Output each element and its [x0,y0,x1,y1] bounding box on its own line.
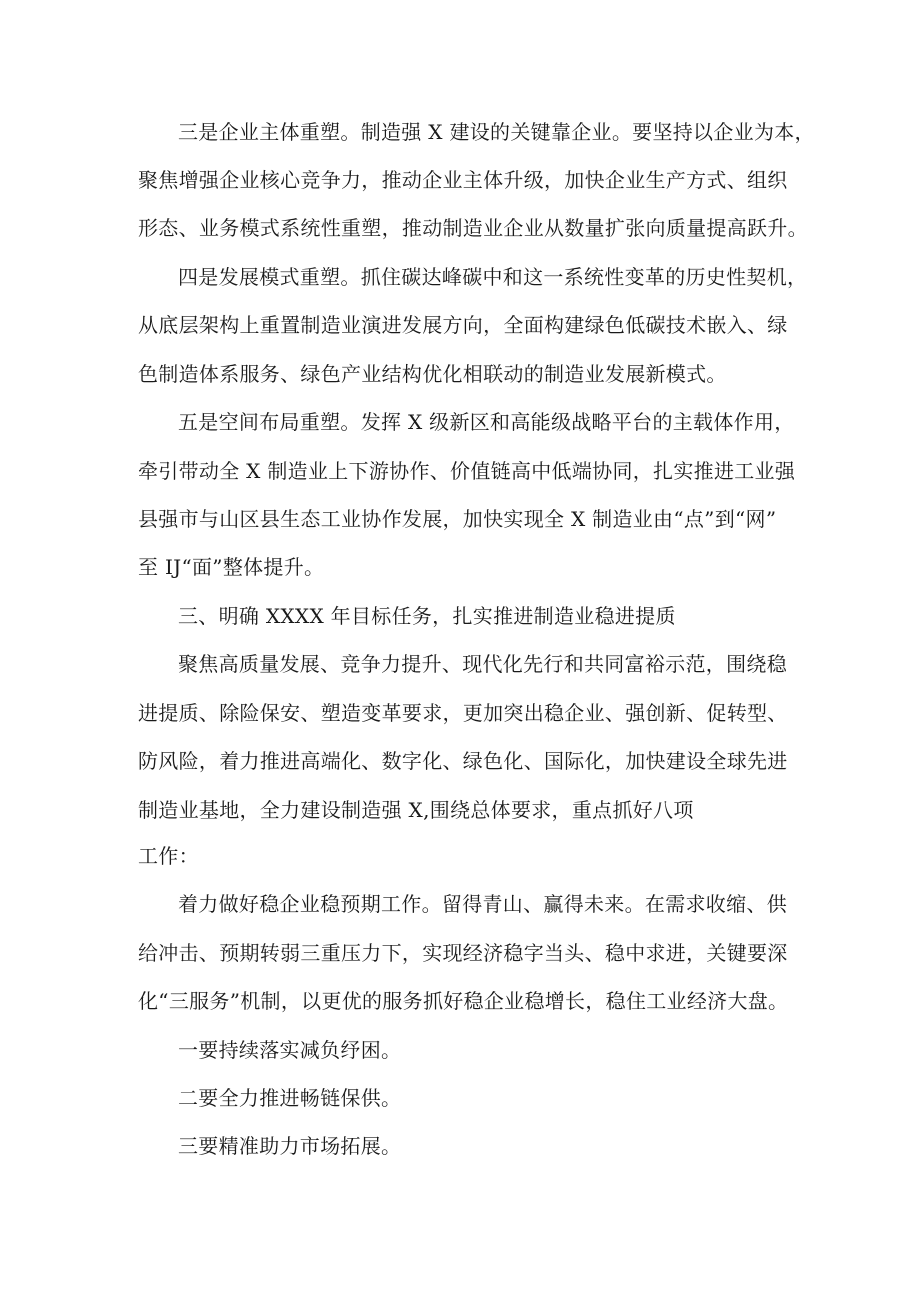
text-line: 至 IJ“面”整体提升。 [138,555,325,579]
section-heading: 三、明确 XXXX 年目标任务，扎实推进制造业稳进提质 [178,604,676,628]
text-line: 色制造体系服务、绿色产业结构优化相联动的制造业发展新模式。 [138,362,727,386]
paragraph-spatial-layout: 五是空间布局重塑。发挥 X 级新区和高能级战略平台的主载体作用， [178,410,795,434]
text-line: 进提质、除险保安、塑造变革要求，更加突出稳企业、强创新、促转型、 [138,701,788,725]
list-item: 一要持续落实减负纾困。 [178,1038,402,1062]
text-line: 形态、业务模式系统性重塑，推动制造业企业从数量扩张向质量提高跃升。 [138,216,808,240]
list-item: 三要精准助力市场拓展。 [178,1134,402,1158]
paragraph-stabilize: 着力做好稳企业稳预期工作。留得青山、赢得未来。在需求收缩、供 [178,892,787,916]
text-line: 制造业基地，全力建设制造强 X,围绕总体要求，重点抓好八项 [138,798,694,822]
paragraph-goals: 聚焦高质量发展、竞争力提升、现代化先行和共同富裕示范，围绕稳 [178,652,787,676]
text-line: 县强市与山区县生态工业协作发展，加快实现全 X 制造业由“点”到“网” [138,507,777,531]
list-item: 二要全力推进畅链保供。 [178,1086,402,1110]
text-line: 化“三服务”机制，以更优的服务抓好稳企业稳增长，稳住工业经济大盘。 [138,989,789,1013]
text-line: 防风险，着力推进高端化、数字化、绿色化、国际化，加快建设全球先进 [138,749,788,773]
paragraph-development-model: 四是发展模式重塑。抓住碳达峰碳中和这一系统性变革的历史性契机， [178,265,808,289]
paragraph-enterprise-reshaping: 三是企业主体重塑。制造强 X 建设的关键靠企业。要坚持以企业为本， [178,120,815,144]
text-line: 从底层架构上重置制造业演进发展方向，全面构建绿色低碳技术嵌入、绿 [138,313,788,337]
text-line: 牵引带动全 X 制造业上下游协作、价值链高中低端协同，扎实推进工业强 [138,459,796,483]
text-line: 工作： [138,844,199,868]
text-line: 给冲击、预期转弱三重压力下，实现经济稳字当头、稳中求进，关键要深 [138,941,788,965]
text-line: 聚焦增强企业核心竞争力，推动企业主体升级，加快企业生产方式、组织 [138,168,788,192]
